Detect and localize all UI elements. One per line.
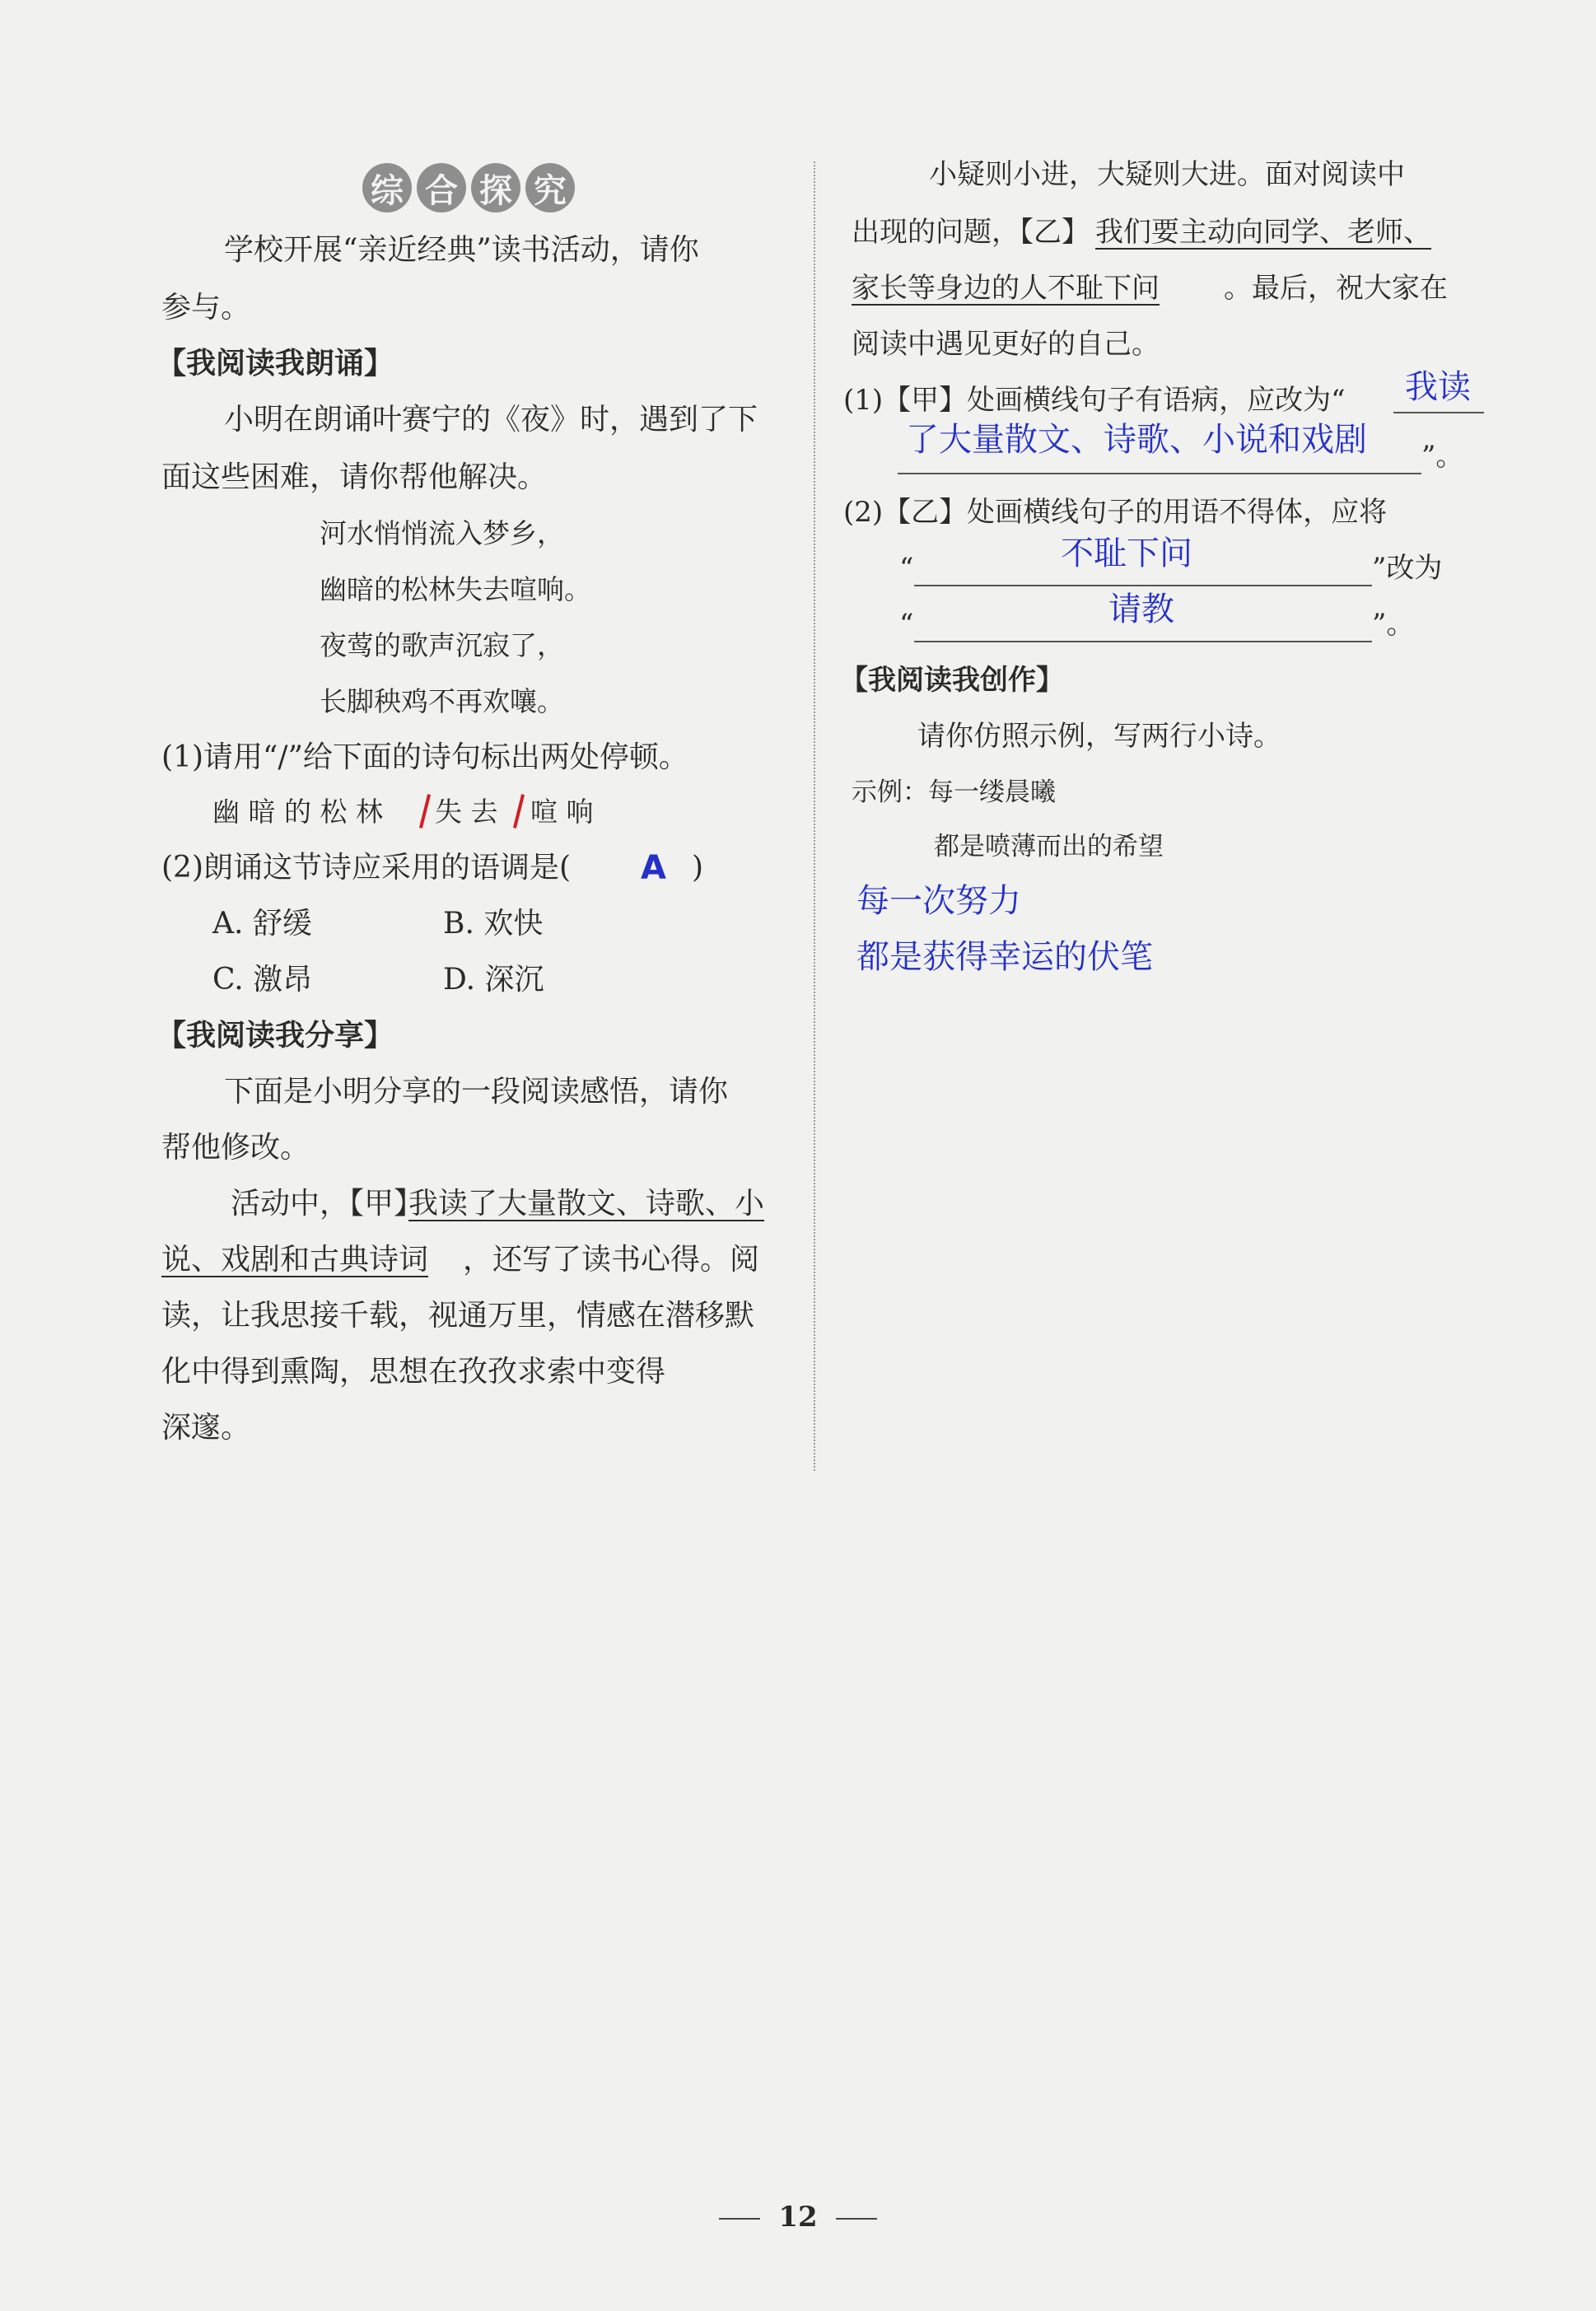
passage-line-4: 化中得到熏陶，思想在孜孜求索中变得 [161,1355,666,1389]
title-char: 探 [471,163,520,212]
passage-line-1-lead: 活动中，【甲】 [231,1187,424,1221]
footer-dash [719,2218,760,2220]
footer-dash [836,2218,877,2220]
answer-q2-original: 不耻下问 [1061,535,1192,572]
example-line-1: 示例：每一缕晨曦 [852,777,1056,807]
share-paragraph-line-1: 下面是小明分享的一段阅读感悟，请你 [224,1075,729,1109]
answer-blank [914,585,1372,586]
question-2: (2)朗诵这节诗应采用的语调是( [161,851,572,885]
poem-answer-line-2: 都是获得幸运的伏笔 [856,938,1153,976]
recite-paragraph-line-1: 小明在朗诵叶赛宁的《夜》时，遇到了下 [224,403,758,437]
right-line-4: 阅读中遇见更好的自己。 [852,328,1160,361]
right-question-1: (1)【甲】处画横线句子有语病，应改为“ [843,384,1346,417]
pause-mark [419,794,431,829]
passage-line-2-tail: ，还写了读书心得。阅 [463,1243,760,1277]
pause-mark [513,794,525,829]
right-question-1-close: ”。 [1421,440,1464,473]
passage-line-3: 读，让我思接千载，视通万里，情感在潜移默 [161,1299,755,1333]
option-d: D. 深沉 [443,963,544,997]
passage-line-5: 深邃。 [161,1411,251,1445]
question-2-close: ) [692,851,704,885]
quote-open: “ [899,608,914,641]
answer-blank [898,473,1421,474]
answer-q2-replacement: 请教 [1108,591,1174,628]
quote-open: “ [899,552,914,585]
column-divider [814,161,815,1471]
right-underlined-yi: 我们要主动向同学、老师、 [1095,216,1431,249]
poem-line: 夜莺的歌声沉寂了， [320,629,564,661]
option-a: A. 舒缓 [212,907,312,941]
right-line-1: 小疑则小进，大疑则大进。面对阅读中 [929,158,1405,191]
page-number [0,2201,1596,2234]
poem-line: 长脚秧鸡不再欢嚷。 [320,685,564,717]
example-line-2: 都是喷薄而出的希望 [934,832,1164,861]
section-heading-create: 【我阅读我创作】 [840,664,1064,697]
answer-q1-part-2: 了大量散文、诗歌、小说和戏剧 [906,421,1367,459]
answer-blank [914,641,1372,642]
section-heading-recite: 【我阅读我朗诵】 [156,347,394,380]
right-line-2-lead: 出现的问题，【乙】 [852,216,1090,249]
poem-pause-segment: 幽 暗 的 松 林 [212,796,383,828]
title-char: 究 [525,163,575,212]
poem-pause-segment: 失 去 [435,796,498,828]
option-b: B. 欢快 [443,907,544,941]
poem-answer-line-1: 每一次努力 [856,882,1021,920]
passage-underlined-jia-cont: 说、戏剧和古典诗词 [161,1243,429,1277]
title-char: 综 [362,163,412,212]
quote-change-to: ”改为 [1372,552,1443,585]
title-char: 合 [417,163,466,212]
create-instruction: 请你仿照示例，写两行小诗。 [917,720,1281,753]
right-question-2: (2)【乙】处画横线句子的用语不得体，应将 [843,496,1388,529]
intro-line-2: 参与。 [161,291,251,324]
answer-q2: A [641,849,666,887]
passage-underlined-jia: 我读了大量散文、诗歌、小 [408,1187,765,1221]
section-heading-share: 【我阅读我分享】 [156,1019,394,1053]
answer-q1-part-1: 我读 [1405,368,1471,406]
quote-close: ”。 [1372,608,1415,641]
poem-line: 河水悄悄流入梦乡， [320,517,564,549]
question-1: (1)请用“/”给下面的诗句标出两处停顿。 [161,740,688,774]
page-number-text: 12 [778,2201,818,2234]
intro-line-1: 学校开展“亲近经典”读书活动，请你 [224,233,699,267]
option-c: C. 激昂 [212,963,313,997]
recite-paragraph-line-2: 面这些困难，请你帮他解决。 [161,460,548,494]
poem-pause-segment: 喧 响 [530,796,594,828]
section-title [362,163,575,212]
answer-blank [1393,412,1484,413]
right-line-3-tail: 。最后，祝大家在 [1224,272,1448,305]
right-underlined-yi-cont: 家长等身边的人不耻下问 [852,272,1160,305]
poem-line: 幽暗的松林失去喧响。 [320,573,591,605]
share-paragraph-line-2: 帮他修改。 [161,1131,310,1165]
